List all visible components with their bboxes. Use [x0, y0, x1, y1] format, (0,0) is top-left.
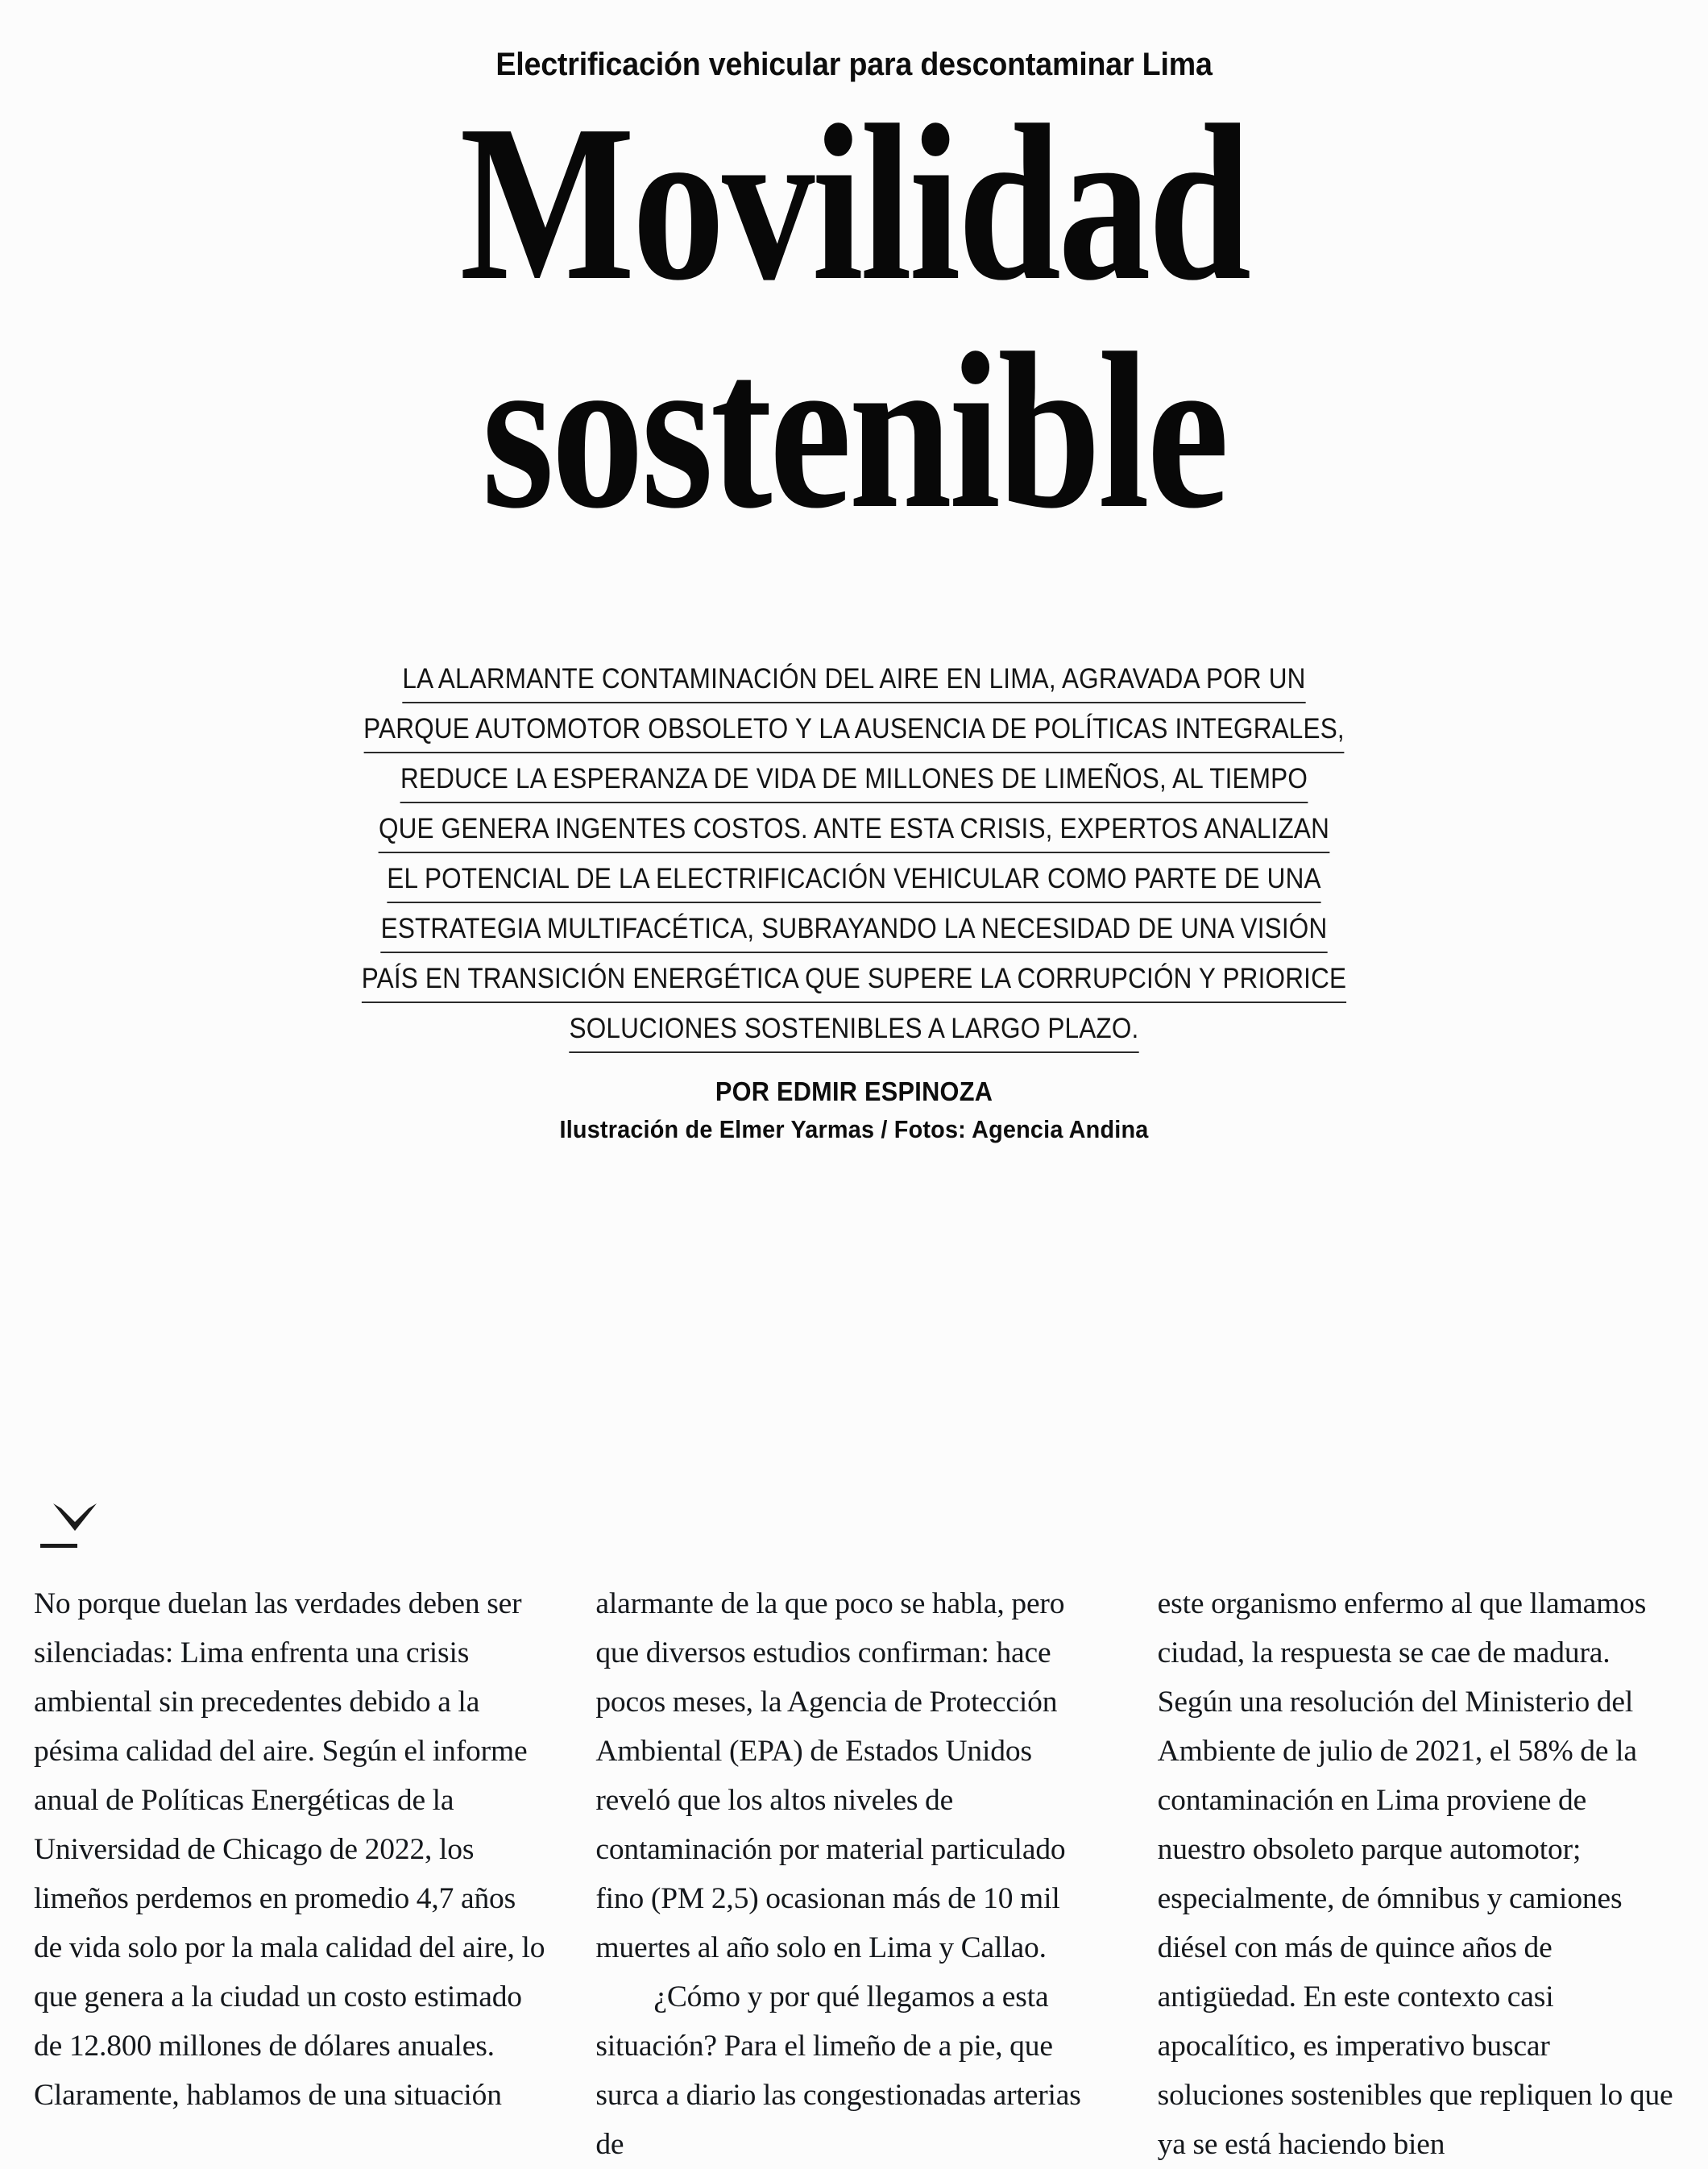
byline — [0, 1076, 1708, 1144]
deck-line-text: LA ALARMANTE CONTAMINACIÓN DEL AIRE EN LIMA, AGRAVADA POR UN — [402, 663, 1305, 703]
deck-line — [85, 804, 1623, 854]
body-paragraph: ¿Cómo y por qué llegamos a esta situación? Para el limeño de a pie, que surca a diario las congestionadas arterias de — [595, 1980, 1081, 2161]
body-column-3 — [1158, 1579, 1674, 2169]
byline-credits: Ilustración de Elmer Yarmas / Fotos: Agencia Andina — [559, 1115, 1149, 1143]
headline-line-1: Movilidad — [459, 78, 1249, 327]
deck-line — [85, 1004, 1623, 1054]
body-column-2 — [595, 1579, 1112, 2169]
body-paragraph: alarmante de la que poco se habla, pero que diversos estudios confirman: hace pocos meses, la Agencia de Protección Ambiental (EPA) de Estados Unidos reveló que los altos niveles de contaminación por material particulado fino (PM 2,5) ocasionan más de 10 mil muertes al año solo en Lima y Callao. — [595, 1587, 1066, 1964]
body-column-1 — [34, 1579, 550, 2120]
body-paragraph: este organismo enfermo al que llamamos ciudad, la respuesta se cae de madura. Según una resolución del Ministerio del Ambiente de julio de 2021, el 58% de la contaminación en Lima proviene de nuestro obsoleto parque automotor; especialmente, de ómnibus y camiones diésel con más de quince años de antigüedad. En este contexto casi apocalítico, es imperativo buscar soluciones sostenibles que repliquen lo que ya se está haciendo bien — [1157, 1587, 1673, 2161]
byline-author: POR EDMIR ESPINOZA — [715, 1076, 993, 1106]
article-kicker: Electrificación vehicular para descontaminar Lima — [495, 47, 1213, 82]
page-title — [0, 78, 1708, 554]
deck-line — [85, 954, 1623, 1004]
deck-line-text: QUE GENERA INGENTES COSTOS. ANTE ESTA CRISIS, EXPERTOS ANALIZAN — [379, 813, 1329, 853]
deck-line-text: SOLUCIONES SOSTENIBLES A LARGO PLAZO. — [570, 1013, 1139, 1053]
body-paragraph: No porque duelan las verdades deben ser silenciadas: Lima enfrenta una crisis ambiental sin precedentes debido a la pésima calidad del aire. Según el informe anual de Políticas Energéticas de la Universidad de Chicago de 2022, los limeños perdemos en promedio 4,7 años de vida solo por la mala calidad del aire, lo que genera a la ciudad un costo estimado de 12.800 millones de dólares anuales. Claramente, hablamos de una situación — [34, 1587, 545, 2112]
deck-line-text: EL POTENCIAL DE LA ELECTRIFICACIÓN VEHICULAR COMO PARTE DE UNA — [387, 863, 1320, 903]
deck-line-text: PARQUE AUTOMOTOR OBSOLETO Y LA AUSENCIA DE POLÍTICAS INTEGRALES, — [363, 713, 1345, 753]
chevron-down-icon — [47, 1495, 103, 1539]
deck-line-text: ESTRATEGIA MULTIFACÉTICA, SUBRAYANDO LA NECESIDAD DE UNA VISIÓN — [381, 913, 1328, 953]
headline-line-2: sostenible — [482, 305, 1226, 554]
article-deck — [0, 654, 1708, 1054]
deck-line — [85, 854, 1623, 904]
deck-line — [85, 654, 1623, 704]
deck-line — [85, 704, 1623, 754]
deck-line — [85, 754, 1623, 804]
deck-line — [85, 904, 1623, 954]
deck-line-text: REDUCE LA ESPERANZA DE VIDA DE MILLONES DE LIMEÑOS, AL TIEMPO — [400, 763, 1308, 803]
article-body — [34, 1579, 1674, 2169]
deck-line-text: PAÍS EN TRANSICIÓN ENERGÉTICA QUE SUPERE LA CORRUPCIÓN Y PRIORICE — [362, 963, 1346, 1003]
section-divider — [40, 1544, 77, 1548]
